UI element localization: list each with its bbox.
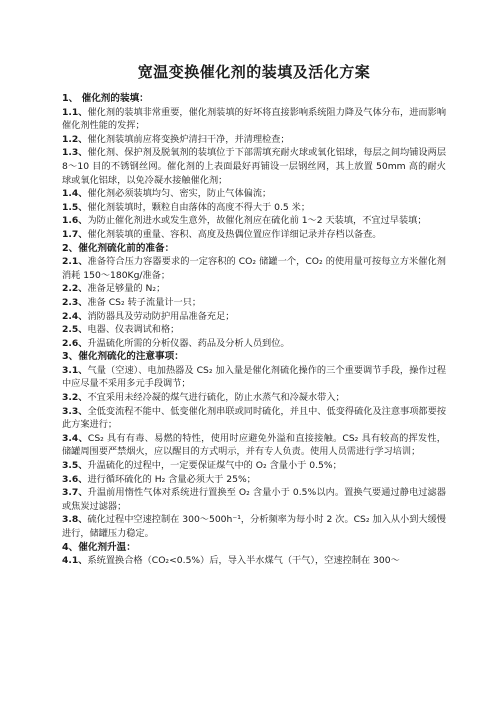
item-number: 1.6、 <box>62 215 88 227</box>
item-text: 升温前用惰性气体对系统进行置换至 O₂ 含量小于 0.5%以内。置换气要通过静电过滤器或焦炭过滤器； <box>62 487 446 512</box>
section-item <box>62 214 446 228</box>
item-text: 系统置换合格（CO₂<0.5%）后，导入半水煤气（干气），空速控制在 300～ <box>87 555 400 567</box>
section-item <box>62 146 446 187</box>
item-number: 2.3、 <box>62 296 88 308</box>
item-text: 准备符合压力容器要求的一定容积的 CO₂ 储罐一个，CO₂ 的使用量可按每立方米催化剂消耗 150～180Kg/准备； <box>62 256 446 281</box>
item-number: 2.4、 <box>62 310 88 322</box>
section-item <box>62 459 446 473</box>
section-item <box>62 133 446 147</box>
item-number: 2.1、 <box>62 256 88 268</box>
section-item <box>62 432 446 459</box>
section-item <box>62 323 446 337</box>
section-item <box>62 296 446 310</box>
item-text: 消防器具及劳动防护用品准备充足； <box>87 310 235 322</box>
section-item <box>62 513 446 540</box>
item-text: 催化剂、保护剂及脱氧剂的装填位于下部需填充耐火球或氧化铝球，每层之间均铺设两层 8～10 目的不锈钢丝网。催化剂的上表面最好再铺设一层钢丝网，其上放置 50mm 高的耐火球或氧化铝球，以免冷凝水接触催化剂； <box>62 147 447 186</box>
item-number: 3.6、 <box>62 473 88 485</box>
section-item <box>62 228 446 242</box>
item-text: 升温硫化所需的分析仪器、药品及分析人员到位。 <box>87 337 290 349</box>
item-text: 电器、仪表调试和格； <box>87 324 180 336</box>
section-heading: 2、催化剂硫化前的准备： <box>62 242 175 254</box>
section-item <box>62 364 446 391</box>
item-text: CS₂ 具有有毒、易燃的特性，使用时应避免外溢和直接接触。CS₂ 具有较高的挥发性，储罐周围要严禁烟火，应以醒目的方式明示，并有专人负责。使用人员需进行学习培训； <box>62 432 446 458</box>
section-item <box>62 310 446 324</box>
item-number: 1.5、 <box>62 201 88 213</box>
item-text: 硫化过程中空速控制在 300～500h⁻¹，分析频率为每小时 2 次。CS₂ 加入从小到大缓慢进行，储罐压力稳定。 <box>62 514 446 539</box>
item-text: 气量（空速）、电加热器及 CS₂ 加入量是催化剂硫化操作的三个重要调节手段，操作过程中应尽量不采用多元手段调节； <box>62 364 447 390</box>
item-text: 准备 CS₂ 转子流量计一只； <box>87 296 202 308</box>
item-text: 催化剂装填时，颗粒自由落体的高度不得大于 0.5 米； <box>87 201 311 213</box>
item-number: 3.5、 <box>62 460 88 472</box>
section-item <box>62 187 446 201</box>
item-number: 1.7、 <box>62 228 88 240</box>
item-text: 准备足够量的 N₂； <box>87 283 166 295</box>
item-text: 催化剂装填的重量、容积、高度及热偶位置应作详细记录并存档以备查。 <box>87 228 382 240</box>
item-text: 催化剂装填前应将变换炉清扫干净，并清理检查； <box>87 133 290 145</box>
section-item <box>62 554 446 568</box>
item-number: 3.3、 <box>62 405 88 417</box>
section-item <box>62 106 446 133</box>
item-number: 3.2、 <box>62 392 88 404</box>
section-item <box>62 405 446 432</box>
item-text: 升温硫化的过程中，一定要保证煤气中的 O₂ 含量小于 0.5%； <box>87 460 342 472</box>
item-number: 3.8、 <box>62 514 88 526</box>
item-number: 2.5、 <box>62 324 88 336</box>
item-number: 3.4、 <box>62 432 88 444</box>
section-heading: 4、催化剂升温： <box>62 541 136 553</box>
item-number: 3.7、 <box>62 487 88 499</box>
item-number: 3.1、 <box>62 364 88 376</box>
item-number: 1.1、 <box>62 106 88 118</box>
section-heading: 3、催化剂硫化的注意事项： <box>62 351 184 363</box>
item-number: 2.2、 <box>62 283 88 295</box>
item-text: 进行循环硫化的 H₂ 含量必须大于 25%； <box>87 473 256 485</box>
section-item <box>62 282 446 296</box>
document-body <box>62 92 446 568</box>
section-heading: 1、 催化剂的装填： <box>62 93 149 104</box>
item-text: 为防止催化剂进水或发生意外，故催化剂应在硫化前 1～2 天装填，不宜过早装填； <box>87 215 427 227</box>
item-number: 1.3、 <box>62 147 88 159</box>
item-number: 1.2、 <box>62 133 88 145</box>
item-text: 不宜采用未经冷凝的煤气进行硫化，防止水蒸气和冷凝水带入； <box>87 392 345 404</box>
item-number: 2.6、 <box>62 337 88 349</box>
section-item <box>62 201 446 215</box>
item-number: 4.1、 <box>62 555 88 567</box>
section-item <box>62 391 446 405</box>
item-number: 1.4、 <box>62 188 88 200</box>
section-item <box>62 337 446 351</box>
item-text: 催化剂必须装填均匀、密实，防止气体偏流； <box>87 188 272 200</box>
section-item <box>62 486 446 513</box>
section-item <box>62 255 446 282</box>
item-text: 催化剂的装填非常重要，催化剂装填的好坏将直接影响系统阻力降及气体分布，进而影响催化剂性能的发挥； <box>62 106 447 132</box>
section-item <box>62 473 446 487</box>
item-text: 全低变流程不能中、低变催化剂串联或同时硫化，并且中、低变得硫化及注意事项都要按此方案进行； <box>62 405 447 431</box>
document-title: 宽温变换催化剂的装填及活化方案 <box>137 63 371 81</box>
